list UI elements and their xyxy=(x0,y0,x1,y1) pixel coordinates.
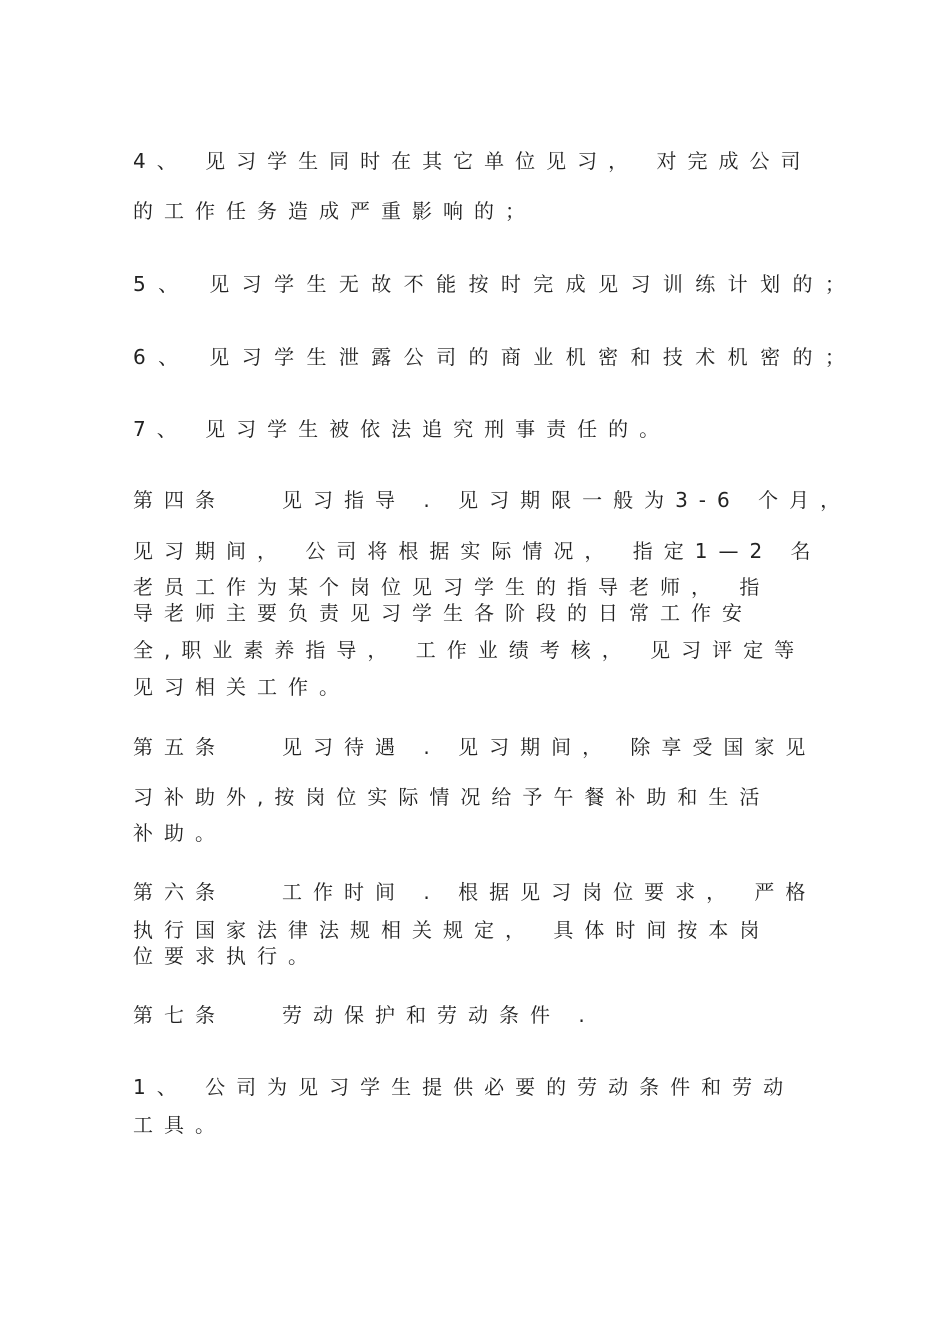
final-item-line-2: 工具。 xyxy=(133,1113,226,1137)
article-6-heading: 第六条 工作时间 . 根据见习岗位要求， 严格 xyxy=(133,880,817,904)
article-5-line-2: 习补助外,按岗位实际情况给予午餐补助和生活 xyxy=(133,785,771,809)
article-4-line-2: 见习期间， 公司将根据实际情况， 指定1—2 名 xyxy=(133,539,822,563)
article-4-line-3: 老员工作为某个岗位见习学生的指导老师， 指 xyxy=(133,575,771,599)
article-4-line-4: 导老师主要负责见习学生各阶段的日常工作安 xyxy=(133,601,753,625)
article-6-line-2: 执行国家法律法规相关规定， 具体时间按本岗 xyxy=(133,918,771,942)
article-5-heading: 第五条 见习待遇 . 见习期间， 除享受国家见 xyxy=(133,735,817,759)
article-5-line-3: 补助。 xyxy=(133,821,226,845)
article-4-line-6: 见习相关工作。 xyxy=(133,675,350,699)
article-4-text-1: 见习期限一般为3-6 个月， xyxy=(458,488,852,512)
article-4-title: 见习指导 xyxy=(282,488,406,512)
article-6-label: 第六条 xyxy=(133,880,226,904)
article-6-line-3: 位要求执行。 xyxy=(133,944,319,968)
final-item-line-1: 1、 公司为见习学生提供必要的劳动条件和劳动 xyxy=(133,1075,795,1099)
article-5-title: 见习待遇 xyxy=(282,735,406,759)
article-4-line-5: 全,职业素养指导， 工作业绩考核， 见习评定等 xyxy=(133,638,806,662)
article-5-text-1: 见习期间， 除享受国家见 xyxy=(458,735,817,759)
item-5: 5、 见习学生无故不能按时完成见习训练计划的； xyxy=(133,272,858,296)
article-5-label: 第五条 xyxy=(133,735,226,759)
article-7-label: 第七条 xyxy=(133,1003,226,1027)
article-6-text-1: 根据见习岗位要求， 严格 xyxy=(458,880,817,904)
article-7-heading: 第七条 劳动保护和劳动条件 . xyxy=(133,1003,596,1027)
article-7-title: 劳动保护和劳动条件 xyxy=(282,1003,561,1027)
article-4-heading: 第四条 见习指导 . 见习期限一般为3-6 个月， xyxy=(133,488,852,512)
item-4-line-1: 4、 见习学生同时在其它单位见习， 对完成公司 xyxy=(133,149,812,173)
item-7: 7、 见习学生被依法追究刑事责任的。 xyxy=(133,417,671,441)
article-6-title: 工作时间 xyxy=(282,880,406,904)
item-4-line-2: 的工作任务造成严重影响的； xyxy=(133,199,536,223)
article-4-label: 第四条 xyxy=(133,488,226,512)
item-6: 6、 见习学生泄露公司的商业机密和技术机密的； xyxy=(133,345,858,369)
